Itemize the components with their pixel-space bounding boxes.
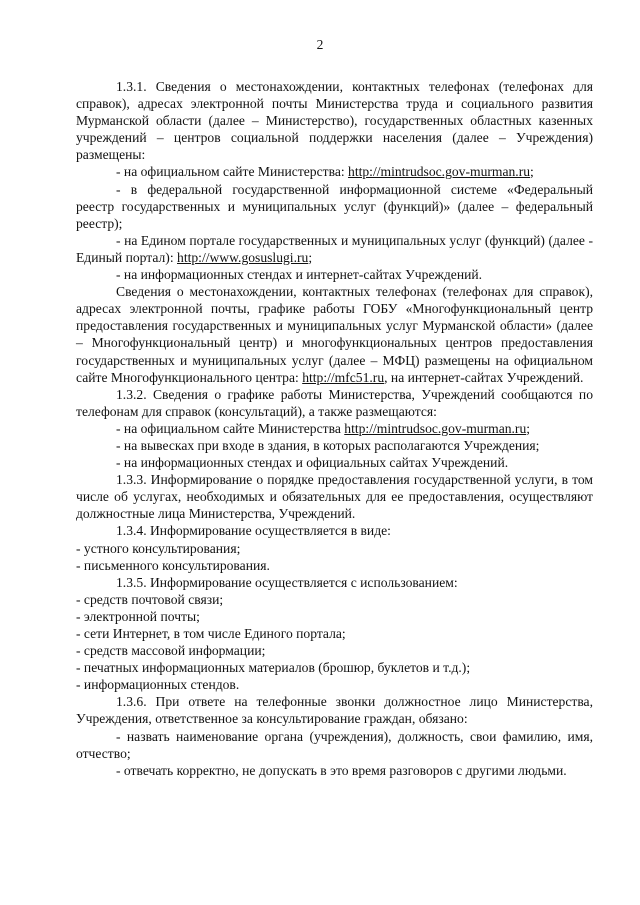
para-1-3-5-intro: 1.3.5. Информирование осуществляется с использованием: (116, 574, 458, 590)
para-official-site (76, 163, 593, 180)
para-1-3-4-written: - письменного консультирования. (76, 557, 270, 573)
para-official-site-suffix: ; (530, 164, 534, 180)
para-mfc-info-suffix: , на интернет-сайтах Учреждений. (384, 369, 584, 385)
para-1-3-1-intro: 1.3.1. Сведения о местонахождении, контактных телефонах (телефонах для справок), адресах электронной почты Министерства труда и социального развития Мурманской области (далее – Министерство), государственных областных казенных учреждений – центров социальной поддержки населения (далее – Учреждения) размещены: (76, 79, 593, 163)
gosuslugi-link[interactable]: http://www.gosuslugi.ru (177, 249, 309, 265)
para-unified-portal (76, 232, 593, 266)
para-1-3-6-correct: - отвечать корректно, не допускать в это время разговоров с другими людьми. (116, 762, 567, 778)
para-1-3-5-post: - средств почтовой связи; (76, 591, 224, 607)
para-1-3-4-oral: - устного консультирования; (76, 540, 241, 556)
para-1-3-6-name: - назвать наименование органа (учреждения), должность, свои фамилию, имя, отчество; (76, 728, 593, 761)
para-1-3-5-email: - электронной почты; (76, 608, 200, 624)
para-unified-portal-suffix: ; (308, 249, 313, 265)
para-1-3-3: 1.3.3. Информирование о порядке предоставления государственной услуги, в том числе об услугах, необходимых и обязательных для ее предоставления, осуществляют должностные лица Министерства, Учреждений. (76, 472, 593, 522)
para-mfc-info (76, 283, 593, 386)
page-number: 2 (316, 37, 324, 52)
ministry-site-link[interactable]: http://mintrudsoc.gov-murman.ru (348, 164, 531, 180)
para-1-3-2-site-text: - на официальном сайте Министерства (116, 420, 345, 436)
para-1-3-5-stands: - информационных стендов. (76, 677, 240, 693)
document-body (76, 78, 593, 779)
para-1-3-2-site-suffix: ; (526, 420, 531, 436)
para-1-3-6-intro: 1.3.6. При ответе на телефонные звонки должностное лицо Министерства, Учреждения, ответственное за консультирование граждан, обязано: (76, 694, 593, 727)
para-official-site-text: - на официальном сайте Министерства: (116, 164, 349, 180)
para-1-3-2-site (76, 420, 593, 437)
para-1-3-5-print: - печатных информационных материалов (брошюр, буклетов и т.д.); (76, 660, 471, 676)
para-1-3-2-stands: - на информационных стендах и официальных сайтах Учреждений. (116, 455, 509, 471)
para-unified-portal-text: - на Едином портале государственных и муниципальных услуг (функций) (далее - Единый портал): (76, 232, 593, 265)
para-1-3-2-intro: 1.3.2. Сведения о графике работы Министерства, Учреждений сообщаются по телефонам для справок (консультаций), а также размещаются: (76, 386, 593, 419)
ministry-site-link-2[interactable]: http://mintrudsoc.gov-murman.ru (344, 420, 527, 436)
para-federal-register: - в федеральной государственной информационной системе «Федеральный реестр государственных и муниципальных услуг (функций)» (далее – федеральный реестр); (76, 181, 593, 231)
para-1-3-2-signs: - на вывесках при входе в здания, в которых располагаются Учреждения; (116, 437, 540, 453)
mfc51-link[interactable]: http://mfc51.ru (302, 369, 385, 385)
para-info-stands: - на информационных стендах и интернет-сайтах Учреждений. (116, 267, 483, 283)
para-1-3-5-internet: - сети Интернет, в том числе Единого портала; (76, 626, 346, 641)
para-1-3-5-media: - средств массовой информации; (76, 643, 266, 659)
para-mfc-info-text: Сведения о местонахождении, контактных телефонах (телефонах для справок), адресах электронной почты, графике работы ГОБУ «Многофункциональный центр предоставления государственных и муниципальных услуг Мурманской области» (далее – Многофункциональный центр) и многофункциональных центров предоставления государственных и муниципальных услуг (далее – МФЦ) размещены на официальном сайте Многофункционального центра: (76, 284, 593, 385)
para-1-3-4-intro: 1.3.4. Информирование осуществляется в виде: (116, 523, 391, 539)
